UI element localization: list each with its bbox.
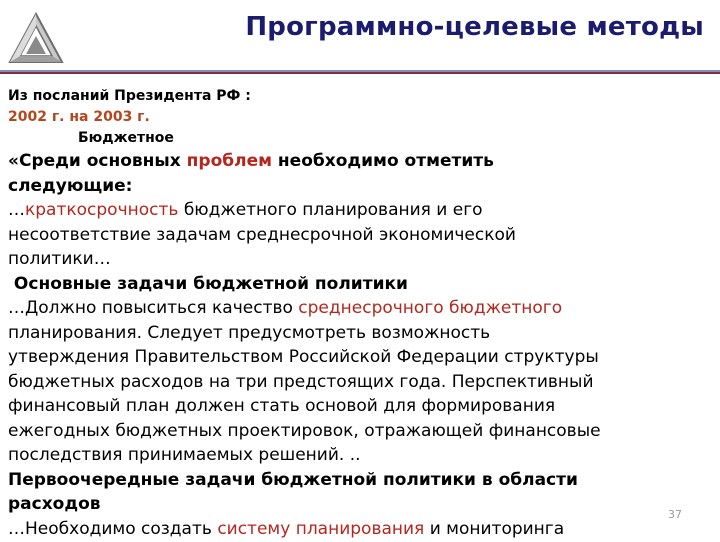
source-line: Из посланий Президента РФ :: [8, 88, 251, 104]
problems-line: [8, 149, 708, 174]
highlight-shortterm: краткосрочность: [25, 200, 179, 220]
highlight-midterm: среднесрочного бюджетного: [298, 298, 563, 318]
cut-off-line: [8, 517, 564, 542]
text-line: несоответствие задачам среднесрочной экономической: [8, 224, 516, 245]
text-line: утверждения Правительством Российской Федерации структуры: [8, 347, 599, 367]
highlight-planning-system: систему планирования: [217, 519, 425, 539]
text-line: следующие:: [8, 175, 133, 196]
shortterm-line: [8, 198, 708, 223]
text-line: последствия принимаемых решений. ..: [8, 445, 361, 465]
budget-label: Бюджетное: [78, 130, 174, 146]
text-line: ежегодных бюджетных проектировок, отражающей финансовые: [8, 420, 601, 441]
years-line: 2002 г. на 2003 г.: [8, 109, 150, 125]
text-fragment: …Необходимо создать: [8, 519, 218, 539]
document-body: [8, 86, 708, 517]
text-line: планирования. Следует предусмотреть возможность: [8, 322, 491, 343]
highlight-problems: проблем: [186, 151, 273, 171]
text-fragment: …Должно повыситься качество: [8, 298, 299, 318]
text-fragment: бюджетного планирования и его: [178, 200, 483, 220]
section-heading: расходов: [8, 494, 101, 514]
text-fragment: …: [8, 200, 25, 220]
section-heading: Первоочередные задачи бюджетной политики в области: [8, 469, 578, 490]
text-fragment: необходимо отметить: [272, 151, 494, 171]
text-fragment: и мониторинга: [424, 519, 565, 539]
text-line: финансовый план должен стать основой для формирования: [8, 396, 556, 416]
quality-line: [8, 296, 708, 321]
page-number: 37: [668, 508, 682, 521]
header-rule-maroon: [0, 72, 720, 74]
page-title: Программно-целевые методы: [245, 12, 704, 42]
text-fragment: «Среди основных: [8, 151, 187, 171]
section-heading: Основные задачи бюджетной политики: [8, 273, 408, 294]
text-line: бюджетных расходов на три предстоящих года. Перспективный: [8, 371, 594, 392]
impossible-triangle-logo: [4, 8, 68, 68]
text-line: политики…: [8, 249, 111, 269]
